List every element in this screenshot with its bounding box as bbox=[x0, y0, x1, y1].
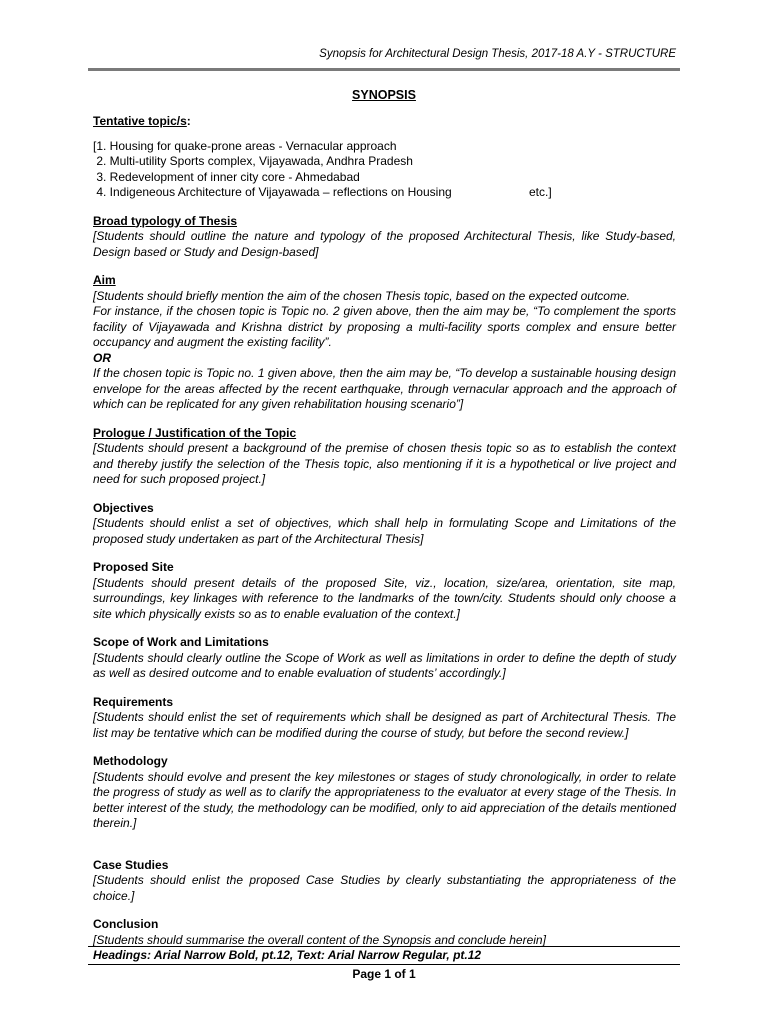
topic-list-etc: etc.] bbox=[529, 185, 552, 199]
topic-item bbox=[93, 154, 676, 170]
section-tentative-heading bbox=[93, 114, 676, 130]
footer-rule-bottom bbox=[88, 964, 680, 965]
section-requirements-text: [Students should enlist the set of requirements which shall be designed as part of Architectural Thesis. The list may be tentative which can be modified during the course of study, but before the second review.] bbox=[93, 710, 676, 740]
section-case-studies-heading: Case Studies bbox=[93, 857, 169, 872]
section-objectives-text: [Students should enlist a set of objectives, which shall help in formulating Scope and Limitations of the proposed study undertaken as part of the Architectural Thesis] bbox=[93, 516, 676, 546]
section-methodology-heading: Methodology bbox=[93, 754, 168, 768]
aim-or: OR bbox=[93, 350, 111, 365]
aim-paragraph-2: For instance, if the chosen topic is Topic no. 2 given above, then the aim may be, “To complement the sports facility of Vijayawada and Krishna district by proposing a multi-facility sports complex and ensure better occupancy and augment the existing facility”. bbox=[93, 304, 676, 349]
section-methodology-text: [Students should evolve and present the key milestones or stages of study chronologically, in order to relate the progress of study as well as to clarify the appropriateness to the evaluator at every stage of the Thesis. In better interest of the study, the methodology can be modified, only to aid appreciation of the details mentioned therein.] bbox=[93, 769, 676, 830]
document-body bbox=[93, 114, 676, 948]
footer-rule-top bbox=[88, 946, 680, 947]
section-site-text: [Students should present details of the proposed Site, viz., location, size/area, orientation, site map, surroundings, key linkages with reference to the landmarks of the town/city. Students should only choose a site which physically exists so as to enable evaluation of the context.] bbox=[93, 575, 676, 621]
topic-text: 2. Multi-utility Sports complex, Vijayawada, Andhra Pradesh bbox=[93, 154, 413, 168]
document-title: SYNOPSIS bbox=[352, 88, 416, 102]
section-site-heading: Proposed Site bbox=[93, 560, 174, 574]
section-typology-heading: Broad typology of Thesis bbox=[93, 213, 238, 228]
topic-text: 3. Redevelopment of inner city core - Ahmedabad bbox=[93, 169, 360, 184]
section-case-studies-text: [Students should enlist the proposed Case Studies by clearly substantiating the appropriateness of the choice.] bbox=[93, 873, 676, 903]
section-scope-text: [Students should clearly outline the Scope of Work as well as limitations in order to define the depth of study as well as desired outcome and to enable evaluation of students’ accordingly.] bbox=[93, 650, 676, 680]
section-prologue-text: [Students should present a background of the premise of chosen thesis topic so as to establish the context and thereby justify the selection of the Thesis topic, also mentioning if it is a hypothetical or live project and need for such proposed project.] bbox=[93, 441, 676, 486]
tentative-heading-colon: : bbox=[186, 114, 191, 128]
section-aim-heading: Aim bbox=[93, 273, 116, 287]
section-conclusion-heading: Conclusion bbox=[93, 917, 159, 931]
section-conclusion-text: [Students should summarise the overall content of the Synopsis and conclude herein] bbox=[93, 932, 546, 947]
running-header: Synopsis for Architectural Design Thesis, 2017-18 A.Y - STRUCTURE bbox=[319, 48, 676, 60]
footer-note: Headings: Arial Narrow Bold, pt.12, Text: Arial Narrow Regular, pt.12 bbox=[93, 948, 482, 962]
section-requirements-heading: Requirements bbox=[93, 694, 174, 709]
section-typology-text: [Students should outline the nature and typology of the proposed Architectural Thesis, like Study-based, Design based or Study and Design-based] bbox=[93, 229, 676, 259]
topic-item bbox=[93, 139, 676, 155]
topic-text: 4. Indigeneous Architecture of Vijayawada – reflections on Housing bbox=[93, 185, 452, 199]
topic-item bbox=[93, 170, 676, 186]
aim-paragraph-1: [Students should briefly mention the aim of the chosen Thesis topic, based on the expected outcome. bbox=[93, 288, 630, 303]
topic-item bbox=[93, 185, 676, 201]
aim-paragraph-3: If the chosen topic is Topic no. 1 given above, then the aim may be, “To develop a sustainable housing design envelope for the areas affected by the recent earthquake, through vernacular approach and the approach of which can be replicated for any given rehabilitation housing scenario”] bbox=[93, 366, 676, 411]
header-rule bbox=[88, 68, 680, 71]
page-number: Page 1 of 1 bbox=[352, 967, 416, 981]
section-prologue-heading: Prologue / Justification of the Topic bbox=[93, 425, 297, 440]
topic-text: [1. Housing for quake-prone areas - Vernacular approach bbox=[93, 138, 397, 153]
tentative-heading-text: Tentative topic/s bbox=[93, 114, 187, 128]
topic-list bbox=[93, 139, 676, 201]
section-objectives-heading: Objectives bbox=[93, 500, 154, 515]
section-scope-heading: Scope of Work and Limitations bbox=[93, 635, 269, 649]
